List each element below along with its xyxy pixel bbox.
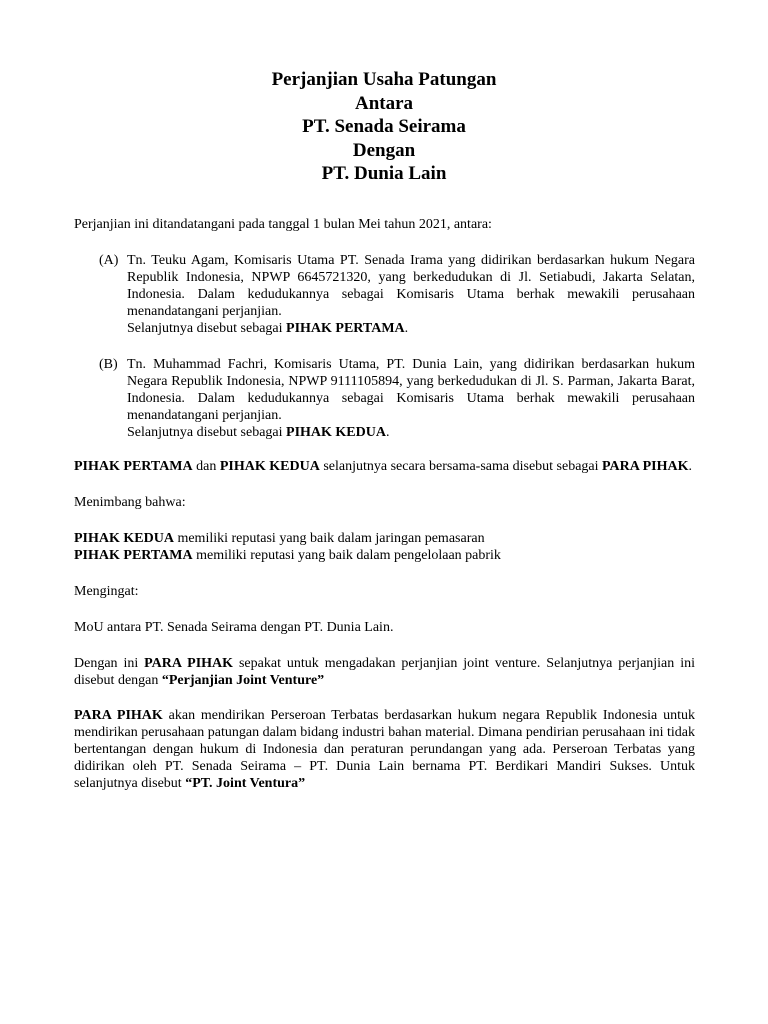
parties-together-text: selanjutnya secara bersama-sama disebut sebagai — [319, 459, 603, 474]
considering-item-1-text: memiliki reputasi yang baik dalam jaringan pemasaran — [173, 531, 485, 546]
party-b-marker: (B) — [99, 357, 118, 372]
party-a-designation-prefix: Selanjutnya disebut sebagai — [127, 321, 287, 336]
title-line-3: PT. Senada Seirama — [302, 116, 466, 137]
considering-item-1 — [74, 530, 695, 547]
party-b-text: Tn. Muhammad Fachri, Komisaris Utama, PT. Dunia Lain, yang didirikan berdasarkan hukum Negara Republik Indonesia, NPWP 9111105894, yang berkedudukan di Jl. S. Parman, Jakarta Barat, Indonesia. Dalam kedudukannya sebagai Komisaris Utama berhak mewakili perusahaan menandatangani perjanjian. — [127, 357, 695, 423]
party-b-designation: PIHAK KEDUA — [286, 425, 386, 440]
parties-together-suffix: . — [688, 459, 692, 474]
considering-heading: Menimbang bahwa: — [74, 495, 186, 510]
party-a-designation-line — [127, 320, 695, 337]
considering-item-2-text: memiliki reputasi yang baik dalam pengelolaan pabrik — [192, 548, 501, 563]
title-line-4: Dengan — [352, 139, 416, 161]
parties-together-connector: dan — [192, 459, 220, 474]
party-b-designation-line — [127, 424, 695, 441]
agreement-name: “Perjanjian Joint Venture” — [161, 673, 325, 688]
party-a-designation-suffix: . — [404, 321, 409, 336]
parties-together-term-1: PIHAK PERTAMA — [74, 459, 193, 474]
party-a-marker: (A) — [99, 253, 119, 268]
title-line-1: Perjanjian Usaha Patungan — [271, 69, 497, 90]
parties-together-term-3: PARA PIHAK — [602, 459, 689, 474]
intro-paragraph: Perjanjian ini ditandatangani pada tanggal 1 bulan Mei tahun 2021, antara: — [74, 217, 492, 232]
recalling-text: MoU antara PT. Senada Seirama dengan PT. Dunia Lain. — [74, 620, 394, 635]
agreement-prefix: Dengan ini — [74, 656, 145, 671]
party-a-text: Tn. Teuku Agam, Komisaris Utama PT. Senada Irama yang didirikan berdasarkan hukum Negara Republik Indonesia, NPWP 6645721320, yang berkedudukan di Jl. Setiabudi, Jakarta Selatan, Indonesia. Dalam kedudukannya sebagai Komisaris Utama berhak mewakili perusahaan menandatangani perjanjian. — [127, 253, 695, 319]
agreement-text: sepakat untuk mengadakan perjanjian joint venture. Selanjutnya perjanjian ini disebut dengan — [74, 656, 695, 688]
establishment-text: akan mendirikan Perseroan Terbatas berdasarkan hukum negara Republik Indonesia untuk mendirikan perusahaan patungan dalam bidang industri bahan material. Dimana pendirian perusahaan ini tidak bertentangan dengan hukum di Indonesia dan peraturan perundangan yang ada. Perseroan Terbatas yang didirikan oleh PT. Senada Seirama – PT. Dunia Lain bernama PT. Berdikari Mandiri Sukses. Untuk selanjutnya disebut — [74, 708, 695, 791]
parties-together-term-2: PIHAK KEDUA — [219, 459, 320, 474]
considering-item-2-term: PIHAK PERTAMA — [74, 548, 193, 563]
document-title — [0, 68, 768, 186]
considering-list — [74, 530, 695, 564]
establishment-term: PARA PIHAK — [74, 708, 163, 723]
party-b-designation-suffix: . — [385, 425, 390, 440]
parties-together-paragraph — [74, 458, 695, 475]
considering-item-2 — [74, 547, 695, 564]
recalling-heading: Mengingat: — [74, 584, 139, 599]
establishment-paragraph — [74, 707, 695, 792]
agreement-paragraph — [74, 655, 695, 689]
party-b-designation-prefix: Selanjutnya disebut sebagai — [127, 425, 287, 440]
agreement-term: PARA PIHAK — [144, 656, 234, 671]
title-line-5: PT. Dunia Lain — [321, 163, 447, 184]
title-line-2: Antara — [354, 92, 414, 114]
considering-item-1-term: PIHAK KEDUA — [74, 531, 174, 546]
party-a-clause — [74, 252, 695, 337]
establishment-name: “PT. Joint Ventura” — [185, 776, 306, 791]
document-body — [74, 216, 695, 792]
party-a-designation: PIHAK PERTAMA — [286, 321, 405, 336]
party-b-clause — [74, 356, 695, 441]
